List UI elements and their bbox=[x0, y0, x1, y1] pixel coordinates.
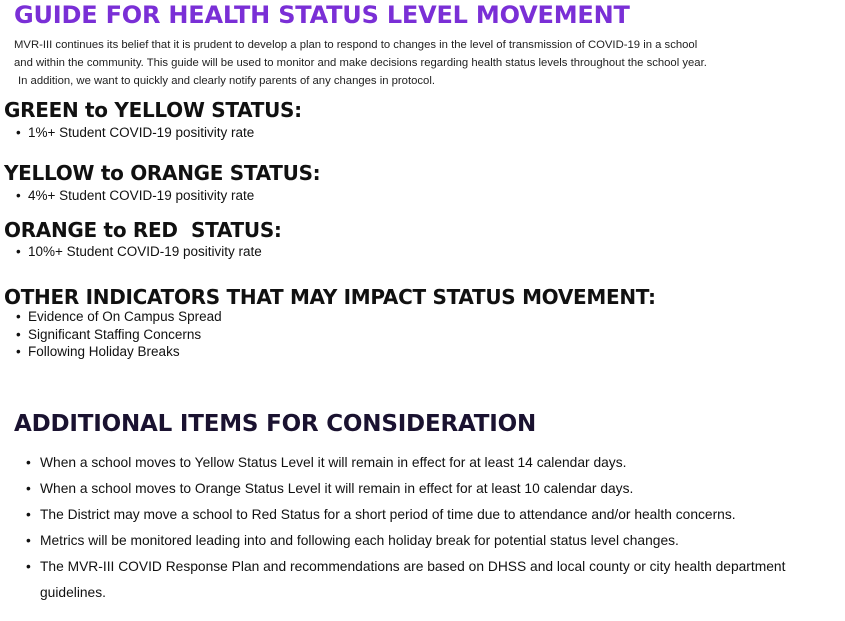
intro-paragraph bbox=[14, 36, 834, 90]
list-item: • 1%+ Student COVID-19 positivity rate bbox=[14, 124, 254, 142]
section-heading-orange-to-red: ORANGE to RED STATUS: bbox=[4, 218, 282, 242]
list-item: • 10%+ Student COVID-19 positivity rate bbox=[14, 243, 262, 261]
intro-line: In addition, we want to quickly and clearly notify parents of any changes in protocol. bbox=[18, 75, 435, 87]
section-heading-other-indicators: OTHER INDICATORS THAT MAY IMPACT STATUS MOVEMENT: bbox=[4, 285, 656, 309]
other-indicators-list bbox=[14, 308, 222, 361]
list-item: • Metrics will be monitored leading into and following each holiday break for potential status level changes. bbox=[24, 528, 830, 554]
orange-to-red-list bbox=[14, 243, 262, 261]
additional-heading: ADDITIONAL ITEMS FOR CONSIDERATION bbox=[14, 411, 537, 437]
list-item: • The MVR-III COVID Response Plan and recommendations are based on DHSS and local county or city health department guidelines. bbox=[24, 554, 830, 606]
list-item: • Significant Staffing Concerns bbox=[14, 326, 222, 344]
green-to-yellow-list bbox=[14, 124, 254, 142]
intro-line: MVR-III continues its belief that it is prudent to develop a plan to respond to changes in the level of transmission of COVID-19 in a school bbox=[14, 39, 698, 51]
intro-line: and within the community. This guide will be used to monitor and make decisions regarding health status levels throughout the school year. bbox=[14, 57, 707, 69]
list-item: • When a school moves to Yellow Status Level it will remain in effect for at least 14 calendar days. bbox=[24, 450, 830, 476]
list-item: • Evidence of On Campus Spread bbox=[14, 308, 222, 326]
list-item: • Following Holiday Breaks bbox=[14, 343, 222, 361]
list-item: • 4%+ Student COVID-19 positivity rate bbox=[14, 187, 254, 205]
section-heading-yellow-to-orange: YELLOW to ORANGE STATUS: bbox=[4, 161, 321, 185]
additional-items-list bbox=[24, 450, 830, 606]
section-heading-green-to-yellow: GREEN to YELLOW STATUS: bbox=[4, 98, 302, 122]
yellow-to-orange-list bbox=[14, 187, 254, 205]
list-item: • The District may move a school to Red Status for a short period of time due to attendance and/or health concerns. bbox=[24, 502, 830, 528]
page-title: GUIDE FOR HEALTH STATUS LEVEL MOVEMENT bbox=[14, 1, 630, 29]
list-item: • When a school moves to Orange Status Level it will remain in effect for at least 10 calendar days. bbox=[24, 476, 830, 502]
